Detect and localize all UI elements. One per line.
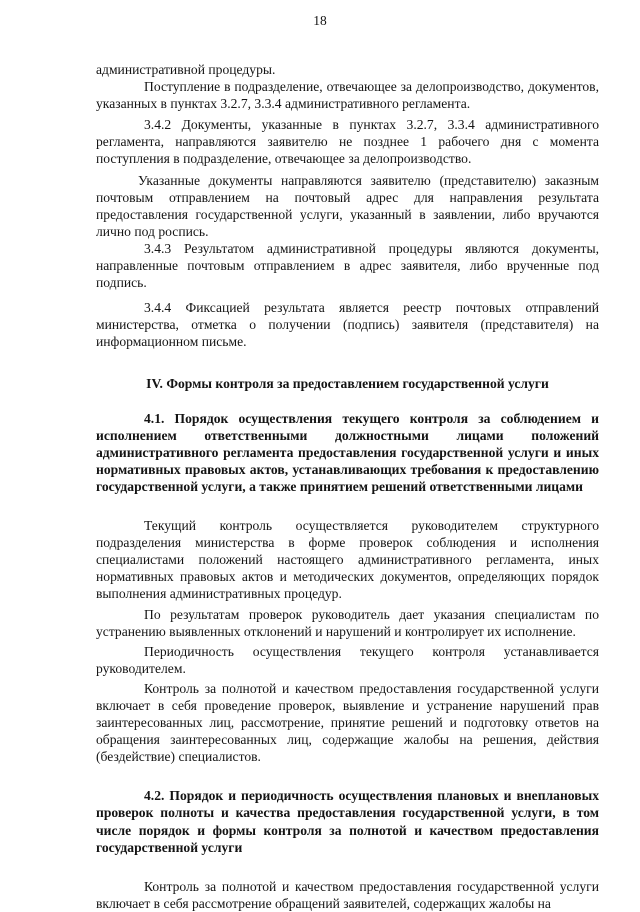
paragraph: Контроль за полнотой и качеством предоставления государственной услуги включает в себя проведение проверок, выявление и устранение нарушений прав заинтересованных лиц, рассмотрение, принятие решений и подготовку ответов на обращения заинтересованных лиц, содержащие жалобы на решения, действия (бездействие) специалистов.: [96, 680, 599, 765]
subsection-title: 4.1. Порядок осуществления текущего контроля за соблюдением и исполнением ответственными должностными лицами положений административного регламента предоставления государственной услуги и иных нормативных правовых актов, устанавливающих требования к предоставлению государственной услуги, а также принятием решений ответственными лицами: [96, 410, 599, 494]
paragraph: 3.4.2 Документы, указанные в пунктах 3.2.7, 3.3.4 административного регламента, направляются заявителю не позднее 1 рабочего дня с момента поступления в подразделение, отвечающее за делопроизводство.: [96, 117, 599, 167]
paragraph: Поступление в подразделение, отвечающее за делопроизводство, документов, указанных в пунктах 3.2.7, 3.3.4 административного регламента.: [96, 79, 599, 112]
subsection-title: 4.2. Порядок и периодичность осуществления плановых и внеплановых проверок полноты и качества предоставления государственной услуги, в том числе порядок и формы контроля за полнотой и качеством предоставления государственной услуги: [96, 788, 599, 855]
paragraph: Периодичность осуществления текущего контроля устанавливается руководителем.: [96, 643, 599, 676]
paragraph: Контроль за полнотой и качеством предоставления государственной услуги включает в себя рассмотрение обращений заявителей, содержащих жалобы на: [96, 878, 599, 911]
paragraph: 3.4.4 Фиксацией результата является реестр почтовых отправлений министерства, отметка о получении (подпись) заявителя (представителя) на информационном письме.: [96, 300, 599, 350]
document-body: [96, 61, 599, 912]
paragraph: По результатам проверок руководитель дает указания специалистам по устранению выявленных отклонений и нарушений и контролирует их исполнение.: [96, 606, 599, 639]
page-number: 18: [313, 13, 327, 28]
paragraph: Текущий контроль осуществляется руководителем структурного подразделения министерства в форме проверок соблюдения и исполнения специалистами положений настоящего административного регламента, иных нормативных правовых актов и методических документов, определяющих порядок выполнения административных процедур.: [96, 518, 599, 602]
paragraph: Указанные документы направляются заявителю (представителю) заказным почтовым отправлением на почтовый адрес для направления результата предоставления государственной услуги, указанный в заявлении, либо вручаются лично под роспись.: [96, 172, 599, 239]
section-title: IV. Формы контроля за предоставлением государственной услуги: [146, 375, 549, 391]
paragraph: административной процедуры.: [96, 62, 276, 77]
paragraph: 3.4.3 Результатом административной процедуры являются документы, направленные почтовым отправлением в адрес заявителя, либо врученные под подпись.: [96, 240, 599, 291]
